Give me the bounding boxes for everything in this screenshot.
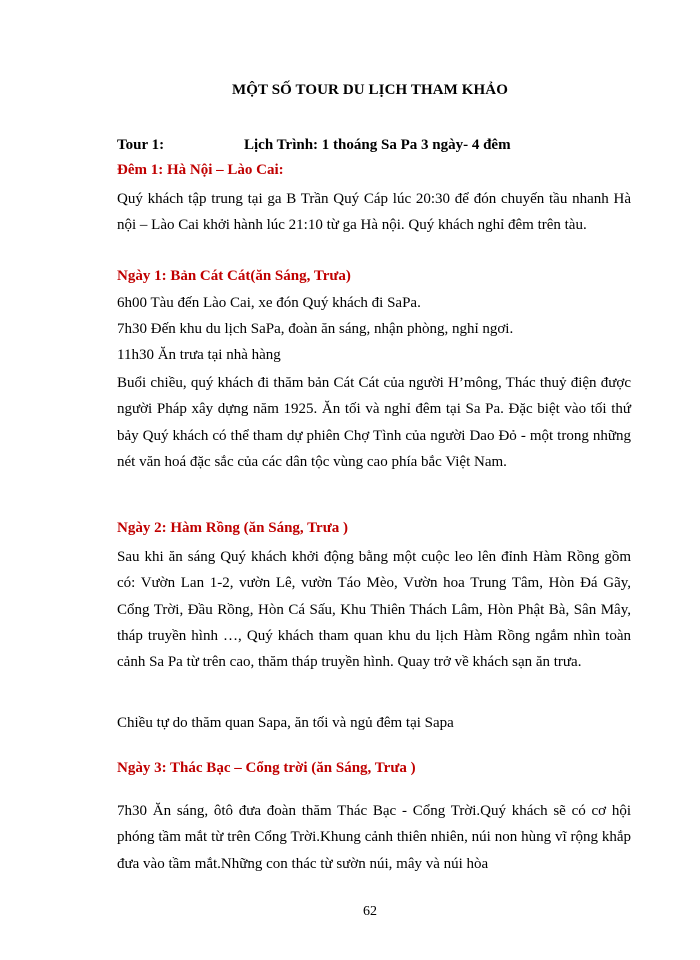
page-title: MỘT SỐ TOUR DU LỊCH THAM KHẢO	[232, 82, 508, 98]
night1-heading: Đêm 1: Hà Nội – Lào Cai:	[117, 162, 284, 178]
tour-label: Tour 1:	[117, 137, 165, 153]
day1-heading: Ngày 1: Bản Cát Cát(ăn Sáng, Trưa)	[117, 268, 351, 284]
tour-itinerary: Lịch Trình: 1 thoáng Sa Pa 3 ngày- 4 đêm	[244, 137, 511, 153]
night1-text: Quý khách tập trung tại ga B Trần Quý Cáp lúc 20:30 để đón chuyến tầu nhanh Hà nội – Lào Cai khởi hành lúc 21:10 từ ga Hà nội. Quý khách nghỉ đêm trên tàu.	[117, 191, 631, 234]
day1-text: Buổi chiều, quý khách đi thăm bản Cát Cát của người H’mông, Thác thuỷ điện được người Pháp xây dựng năm 1925. Ăn tối và nghỉ đêm tại Sa Pa. Đặc biệt vào tối thứ bảy Quý khách có thể tham dự phiên Chợ Tình của người Dao Đỏ - một trong những nét văn hoá đặc sắc của các dân tộc vùng cao phía bắc Việt Nam.	[117, 375, 631, 470]
day3-text: 7h30 Ăn sáng, ôtô đưa đoàn thăm Thác Bạc - Cổng Trời.Quý khách sẽ có cơ hội phóng tầm mắt từ trên Cổng Trời.Khung cảnh thiên nhiên, núi non hùng vĩ rộng khắp đưa vào tầm mắt.Những con thác từ sườn núi, mây và núi hòa	[117, 803, 631, 872]
day3-heading: Ngày 3: Thác Bạc – Cổng trời (ăn Sáng, Trưa )	[117, 760, 416, 776]
day1-line3: 11h30 Ăn trưa tại nhà hàng	[117, 347, 281, 363]
day2-heading: Ngày 2: Hàm Rồng (ăn Sáng, Trưa )	[117, 520, 348, 536]
day1-line2: 7h30 Đến khu du lịch SaPa, đoàn ăn sáng, nhận phòng, nghỉ ngơi.	[117, 321, 514, 337]
day2-afternoon: Chiều tự do thăm quan Sapa, ăn tối và ngủ đêm tại Sapa	[117, 715, 454, 731]
page-number: 62	[363, 904, 377, 919]
day2-text: Sau khi ăn sáng Quý khách khởi động bằng một cuộc leo lên đỉnh Hàm Rồng gồm có: Vườn Lan 1-2, vườn Lê, vườn Táo Mèo, Vườn hoa Trung Tâm, Hòn Đá Gãy, Cổng Trời, Đầu Rồng, Hòn Cá Sấu, Khu Thiên Thách Lâm, Hòn Phật Bà, Sân Mây, tháp truyền hình …, Quý khách tham quan khu du lịch Hàm Rồng ngắm nhìn toàn cảnh Sa Pa từ trên cao, thăm tháp truyền hình. Quay trở về khách sạn ăn trưa.	[117, 549, 631, 671]
day1-line1: 6h00 Tàu đến Lào Cai, xe đón Quý khách đi SaPa.	[117, 295, 421, 311]
tour-header	[117, 137, 511, 154]
